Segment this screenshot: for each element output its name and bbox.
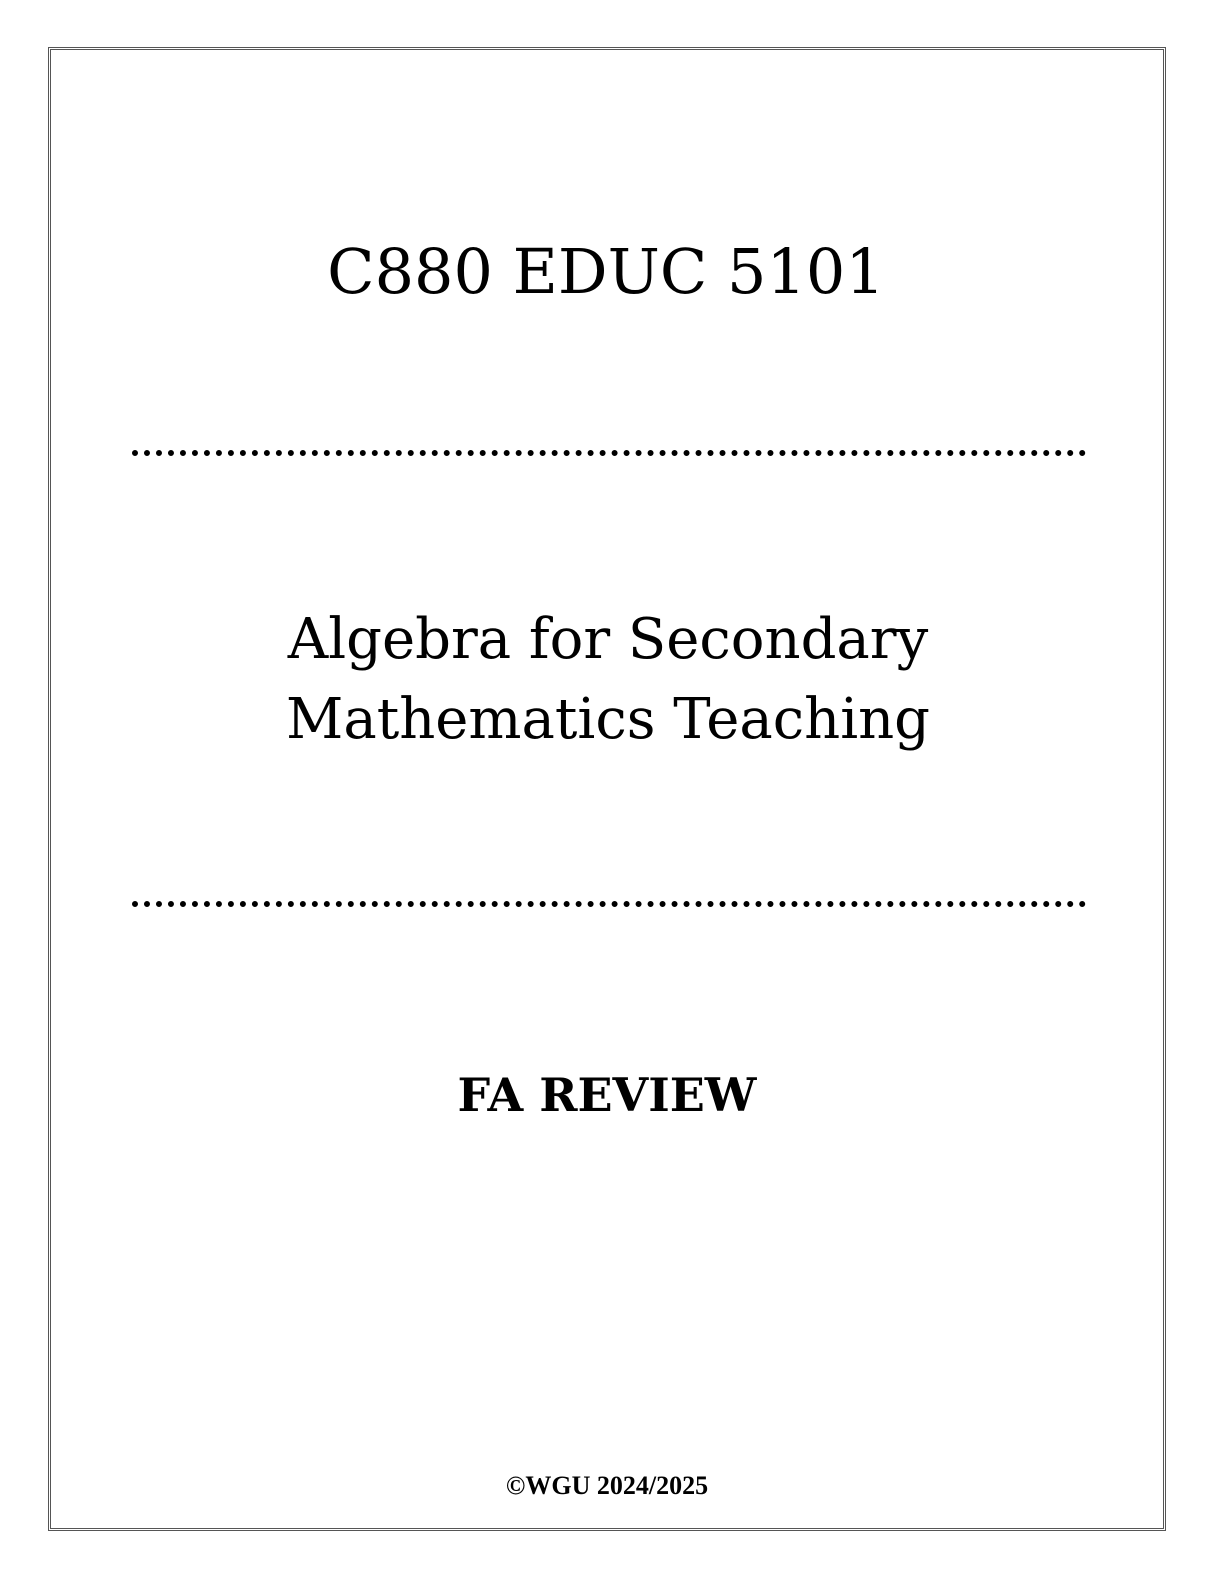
copyright-notice: ©WGU 2024/2025 xyxy=(505,1471,709,1500)
dotted-divider-top xyxy=(132,450,1086,456)
course-title xyxy=(0,600,1216,760)
course-title-line-2: Mathematics Teaching xyxy=(285,687,931,752)
course-title-line-1: Algebra for Secondary xyxy=(287,607,929,672)
course-code-heading: C880 EDUC 5101 xyxy=(327,235,885,308)
dotted-divider-bottom xyxy=(132,901,1086,907)
review-label: FA REVIEW xyxy=(457,1068,757,1122)
